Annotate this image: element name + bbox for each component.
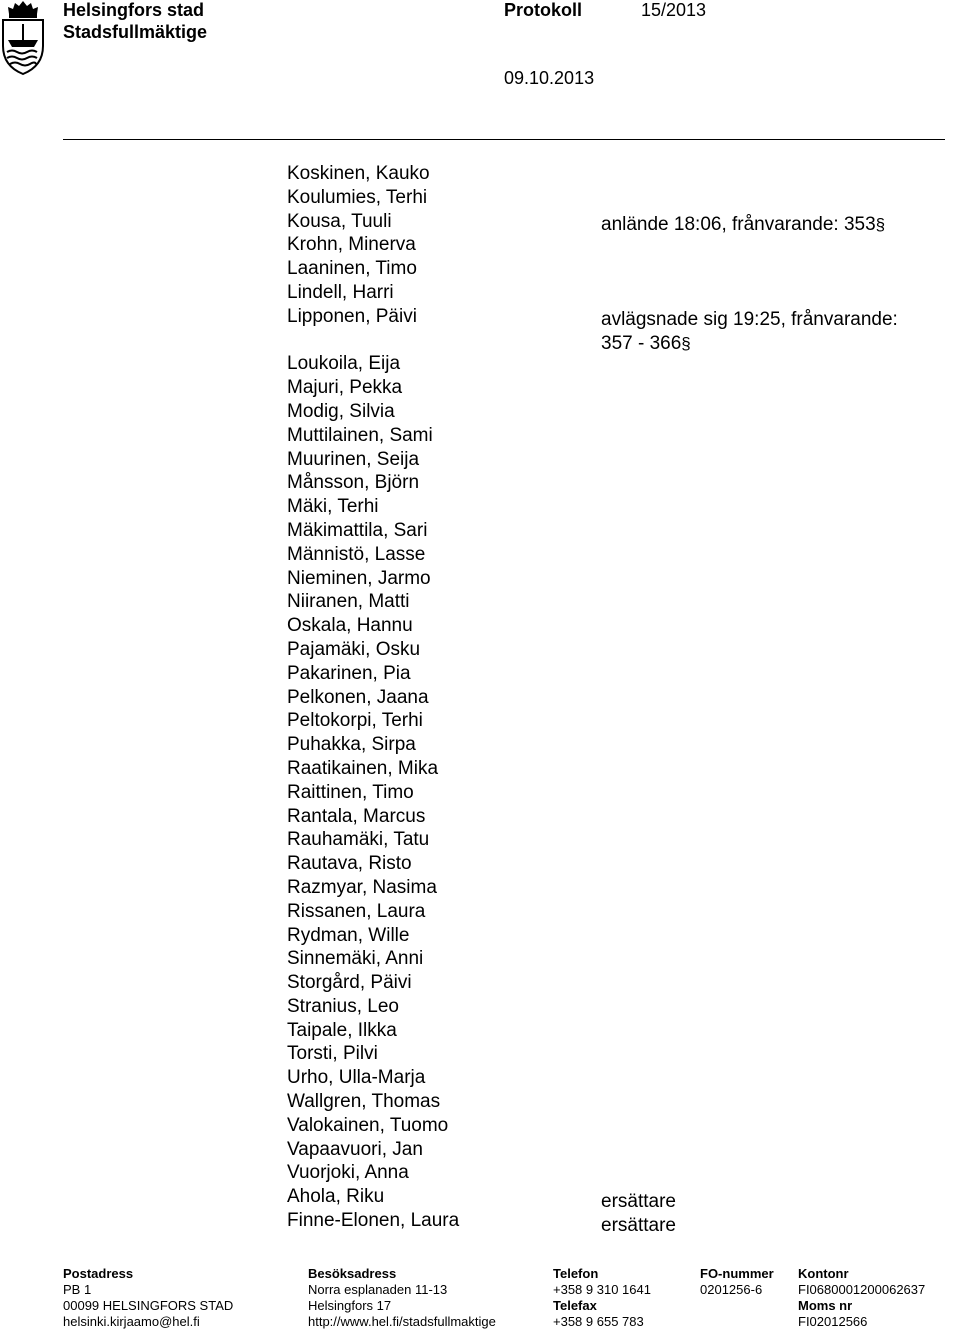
- member-name: Pakarinen, Pia: [287, 662, 411, 684]
- footer-postadress-label: Postadress: [63, 1266, 134, 1281]
- member-name: Razmyar, Nasima: [287, 876, 437, 898]
- member-name: Muttilainen, Sami: [287, 424, 433, 446]
- member-name: Wallgren, Thomas: [287, 1091, 441, 1113]
- member-name: Pelkonen, Jaana: [287, 686, 429, 708]
- member-name: Koulumies, Terhi: [287, 186, 428, 208]
- body-name: Stadsfullmäktige: [63, 22, 208, 42]
- member-name: Krohn, Minerva: [287, 234, 416, 256]
- member-name: Lipponen, Päivi: [287, 305, 417, 327]
- footer-moms-label: Moms nr: [798, 1298, 853, 1313]
- footer-fo-label: FO-nummer: [700, 1266, 774, 1281]
- footer-postadress: [63, 1266, 233, 1330]
- member-name: Urho, Ulla-Marja: [287, 1067, 426, 1089]
- footer-moms-value: FI02012566: [798, 1314, 868, 1329]
- footer-konto-value: FI0680001200062637: [798, 1282, 926, 1297]
- footer-email-link[interactable]: helsinki.kirjaamo@hel.fi: [63, 1314, 200, 1329]
- note-lipponen-line2: 357 - 366§: [601, 333, 691, 354]
- member-name: Torsti, Pilvi: [287, 1043, 378, 1065]
- member-name: Pajamäki, Osku: [287, 638, 421, 660]
- member-name: Kousa, Tuuli: [287, 210, 392, 232]
- header-divider: [63, 139, 945, 140]
- member-name: Månsson, Björn: [287, 472, 420, 494]
- member-name: Vapaavuori, Jan: [287, 1138, 423, 1160]
- meeting-date: 09.10.2013: [504, 68, 595, 88]
- member-name: Oskala, Hannu: [287, 615, 413, 637]
- doc-number: 15/2013: [641, 0, 707, 20]
- note-kousa: anlände 18:06, frånvarande: 353§: [601, 214, 886, 235]
- member-name: Raatikainen, Mika: [287, 757, 439, 779]
- member-name: Puhakka, Sirpa: [287, 734, 416, 756]
- member-name: Muurinen, Seija: [287, 448, 420, 470]
- footer-postadress-line2: 00099 HELSINGFORS STAD: [63, 1298, 234, 1313]
- footer-konto-label: Kontonr: [798, 1266, 849, 1281]
- member-name: Modig, Silvia: [287, 400, 395, 422]
- member-name: Rantala, Marcus: [287, 805, 426, 827]
- member-name: Taipale, Ilkka: [287, 1019, 397, 1041]
- note-lipponen-line1: avlägsnade sig 19:25, frånvarande:: [601, 309, 898, 330]
- member-name: Lindell, Harri: [287, 281, 394, 303]
- member-name: Koskinen, Kauko: [287, 163, 430, 184]
- footer-kontonr: [798, 1266, 925, 1330]
- member-name: Nieminen, Jarmo: [287, 567, 431, 589]
- member-name: Mäki, Terhi: [287, 496, 379, 518]
- member-name: Mäkimattila, Sari: [287, 519, 428, 541]
- footer-telefax-label: Telefax: [553, 1298, 597, 1313]
- helsinki-coat-of-arms-logo: [0, 0, 46, 76]
- member-name: Sinnemäki, Anni: [287, 948, 424, 970]
- member-name: Stranius, Leo: [287, 995, 399, 1017]
- member-name: Vuorjoki, Anna: [287, 1162, 409, 1184]
- footer-telefon-value: +358 9 310 1641: [553, 1282, 651, 1297]
- member-name: Rissanen, Laura: [287, 900, 426, 922]
- footer-besoksadress: [308, 1266, 496, 1330]
- member-name: Rauhamäki, Tatu: [287, 829, 430, 851]
- footer-besoksadress-line1: Norra esplanaden 11-13: [308, 1282, 448, 1297]
- member-list: [287, 162, 587, 1233]
- member-name: Storgård, Päivi: [287, 972, 412, 994]
- footer-fo-value: 0201256-6: [700, 1282, 763, 1297]
- org-name: Helsingfors stad: [63, 0, 205, 20]
- member-name: Niiranen, Matti: [287, 591, 410, 613]
- doc-type: Protokoll: [504, 0, 583, 20]
- member-name: [287, 329, 587, 353]
- member-name: Rautava, Risto: [287, 853, 412, 875]
- footer-website-link[interactable]: http://www.hel.fi/stadsfullmaktige: [308, 1314, 496, 1329]
- footer-telefax-value: +358 9 655 783: [553, 1314, 644, 1329]
- member-name: Ahola, Riku: [287, 1186, 385, 1208]
- member-name: Rydman, Wille: [287, 924, 410, 946]
- footer-besoksadress-label: Besöksadress: [308, 1266, 397, 1281]
- note-ahola: ersättare: [601, 1191, 676, 1212]
- footer-postadress-line1: PB 1: [63, 1282, 92, 1297]
- member-name: Loukoila, Eija: [287, 353, 401, 375]
- note-finne: ersättare: [601, 1215, 676, 1236]
- member-name: Raittinen, Timo: [287, 781, 414, 803]
- footer-fo-nummer: [700, 1266, 774, 1298]
- member-name: Peltokorpi, Terhi: [287, 710, 423, 732]
- footer-telefon-label: Telefon: [553, 1266, 599, 1281]
- member-name: Majuri, Pekka: [287, 377, 403, 399]
- footer-besoksadress-line2: Helsingfors 17: [308, 1298, 392, 1313]
- member-name: Finne-Elonen, Laura: [287, 1210, 460, 1232]
- member-name: Laaninen, Timo: [287, 258, 417, 280]
- member-name: Männistö, Lasse: [287, 543, 426, 565]
- footer-telefon: [553, 1266, 651, 1330]
- member-name: Valokainen, Tuomo: [287, 1114, 449, 1136]
